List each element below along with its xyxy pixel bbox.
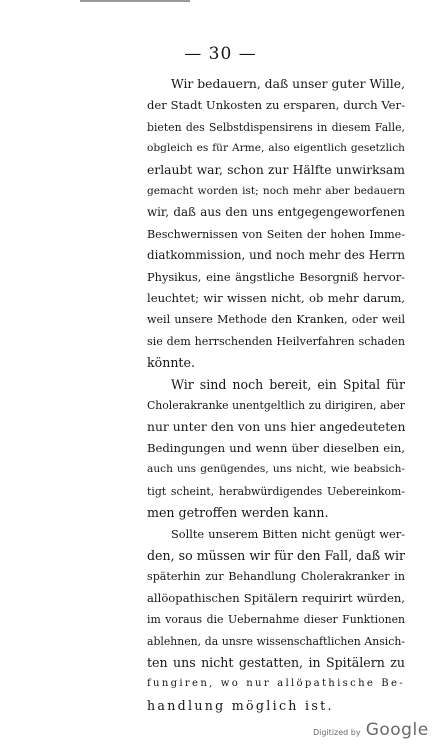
text-line: der Stadt Unkosten zu ersparen, durch Ver- <box>147 98 405 113</box>
text-line: fungiren, wo nur allöpathische Be- <box>147 678 405 690</box>
text-line: Sollte unserem Bitten nicht genügt wer- <box>171 526 405 541</box>
page-number: — 30 — <box>184 44 257 64</box>
text-line: sie dem herrschenden Heilverfahren schaden <box>147 334 405 348</box>
text-line: Physikus, eine ängstliche Besorgniß hervor- <box>147 269 405 284</box>
text-line: könnte. <box>147 355 195 371</box>
digitization-watermark <box>313 720 429 740</box>
text-line: leuchtet; wir wissen nicht, ob mehr darum, <box>147 291 405 306</box>
google-logo: Google <box>365 720 429 740</box>
digitized-label: Digitized by <box>313 728 361 737</box>
text-line: Beschwernissen von Seiten der hohen Imme- <box>147 227 405 241</box>
text-line: wir, daß aus den uns entgegengeworfenen <box>147 205 405 220</box>
text-line: obgleich es für Arme, also eigentlich gesetzlich <box>147 142 405 155</box>
text-line: allöopathischen Spitälern requirirt würden, <box>147 590 405 605</box>
text-line: Wir sind noch bereit, ein Spital für <box>171 376 405 392</box>
text-line: diatkommission, und noch mehr des Herrn <box>147 248 405 263</box>
text-line: handlung möglich ist. <box>147 697 334 713</box>
text-line: bieten des Selbstdispensirens in diesem Falle, <box>147 120 405 134</box>
paragraph-3 <box>147 524 405 717</box>
text-line: auch uns genügendes, uns nicht, wie beabsich- <box>147 463 405 476</box>
paragraph-2 <box>147 374 405 524</box>
top-edge-rule <box>80 0 190 2</box>
text-line: ten uns nicht gestatten, in Spitälern zu <box>147 654 405 670</box>
text-line: den, so müssen wir für den Fall, daß wir <box>147 547 405 563</box>
text-line: tigt scheint, herabwürdigendes Uebereinkom- <box>147 484 405 498</box>
text-line: Cholerakranke unentgeltlich zu dirigiren, aber <box>147 399 405 413</box>
text-line: Wir bedauern, daß unser guter Wille, <box>171 77 405 91</box>
text-line: gemacht worden ist; noch mehr aber bedauern <box>147 185 405 198</box>
text-line: erlaubt war, schon zur Hälfte unwirksam <box>147 162 405 177</box>
text-line: späterhin zur Behandlung Cholerakranker in <box>147 570 405 584</box>
paragraph-1 <box>147 74 405 374</box>
text-line: im voraus die Uebernahme dieser Funktionen <box>147 613 405 627</box>
text-line: Bedingungen und wenn über dieselben ein, <box>147 440 405 455</box>
body-text <box>147 74 405 716</box>
text-line: ablehnen, da unsre wissenschaftlichen Ansich- <box>147 634 405 648</box>
text-line: nur unter den von uns hier angedeuteten <box>147 419 405 434</box>
text-line: weil unsere Methode den Kranken, oder weil <box>147 313 405 327</box>
text-line: men getroffen werden kann. <box>147 505 329 521</box>
